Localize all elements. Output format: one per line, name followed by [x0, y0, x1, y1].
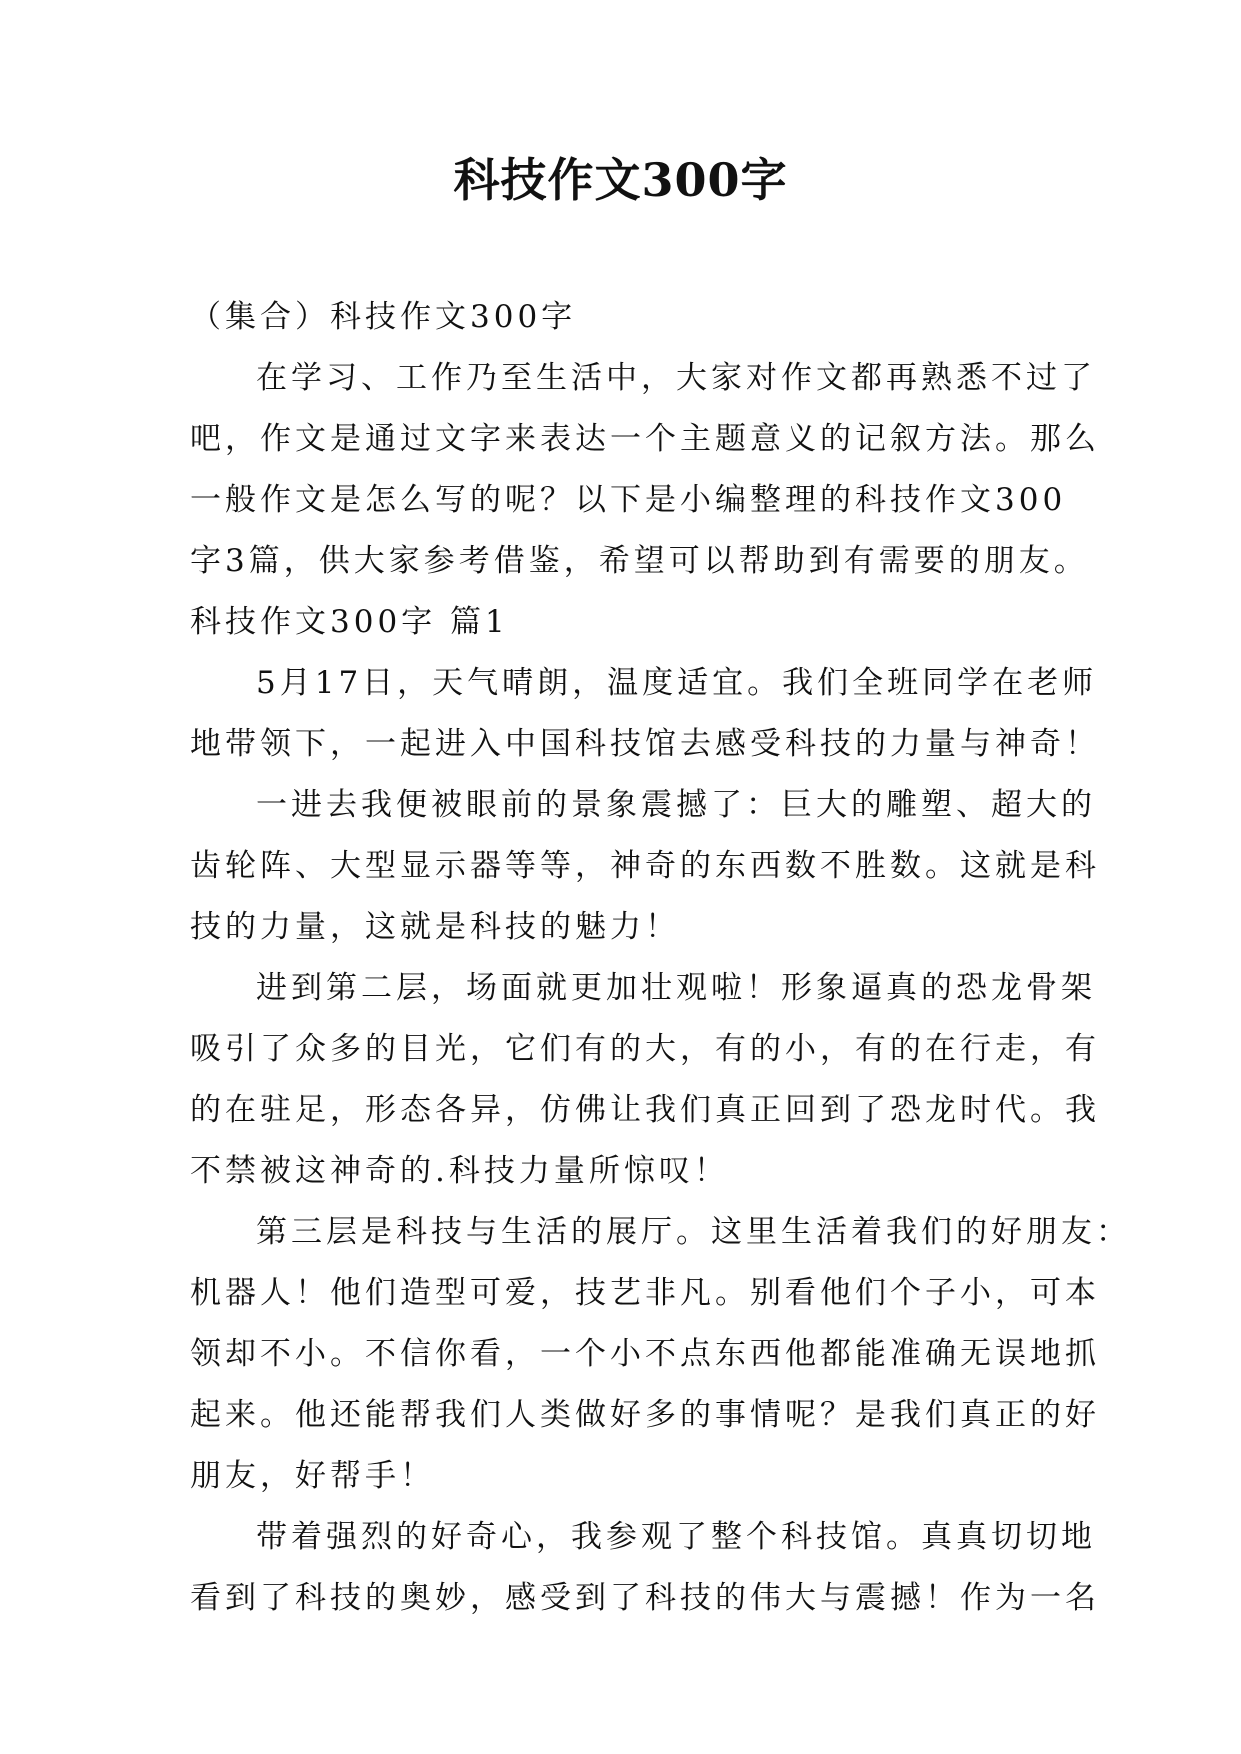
text-line: 在学习、工作乃至生活中，大家对作文都再熟悉不过了 — [256, 360, 1096, 396]
text-line: 齿轮阵、大型显示器等等，神奇的东西数不胜数。这就是科 — [190, 848, 1100, 884]
text-line: 领却不小。不信你看，一个小不点东西他都能准确无误地抓 — [190, 1336, 1100, 1372]
text-line: 地带领下，一起进入中国科技馆去感受科技的力量与神奇！ — [190, 726, 1100, 762]
text-line: 带着强烈的好奇心，我参观了整个科技馆。真真切切地 — [256, 1519, 1096, 1555]
text-line: 技的力量，这就是科技的魅力！ — [190, 909, 680, 945]
text-line: 朋友，好帮手！ — [190, 1458, 435, 1494]
text-line: 一进去我便被眼前的景象震撼了：巨大的雕塑、超大的 — [256, 787, 1096, 823]
text-line: 不禁被这神奇的.科技力量所惊叹！ — [190, 1153, 729, 1189]
document-body — [190, 287, 1131, 1629]
section-heading: 科技作文300字 篇1 — [190, 604, 509, 640]
text-line: 起来。他还能帮我们人类做好多的事情呢？是我们真正的好 — [190, 1397, 1100, 1433]
text-line: 第三层是科技与生活的展厅。这里生活着我们的好朋友： — [256, 1214, 1131, 1250]
text-line: 机器人！他们造型可爱，技艺非凡。别看他们个子小，可本 — [190, 1275, 1100, 1311]
text-line: 进到第二层，场面就更加壮观啦！形象逼真的恐龙骨架 — [256, 970, 1096, 1006]
text-line: 字3篇，供大家参考借鉴，希望可以帮助到有需要的朋友。 — [190, 543, 1089, 579]
document-title: 科技作文300字 — [453, 153, 788, 207]
text-line: 5月17日，天气晴朗，温度适宜。我们全班同学在老师 — [256, 665, 1098, 701]
text-line: 的在驻足，形态各异，仿佛让我们真正回到了恐龙时代。我 — [190, 1092, 1100, 1128]
text-line: 一般作文是怎么写的呢？以下是小编整理的科技作文300 — [190, 482, 1067, 518]
text-line: 吧，作文是通过文字来表达一个主题意义的记叙方法。那么 — [190, 421, 1100, 457]
text-line: 吸引了众多的目光，它们有的大，有的小，有的在行走，有 — [190, 1031, 1100, 1067]
text-line: 看到了科技的奥妙，感受到了科技的伟大与震撼！作为一名 — [190, 1580, 1100, 1616]
text-line: （集合）科技作文300字 — [190, 299, 577, 335]
